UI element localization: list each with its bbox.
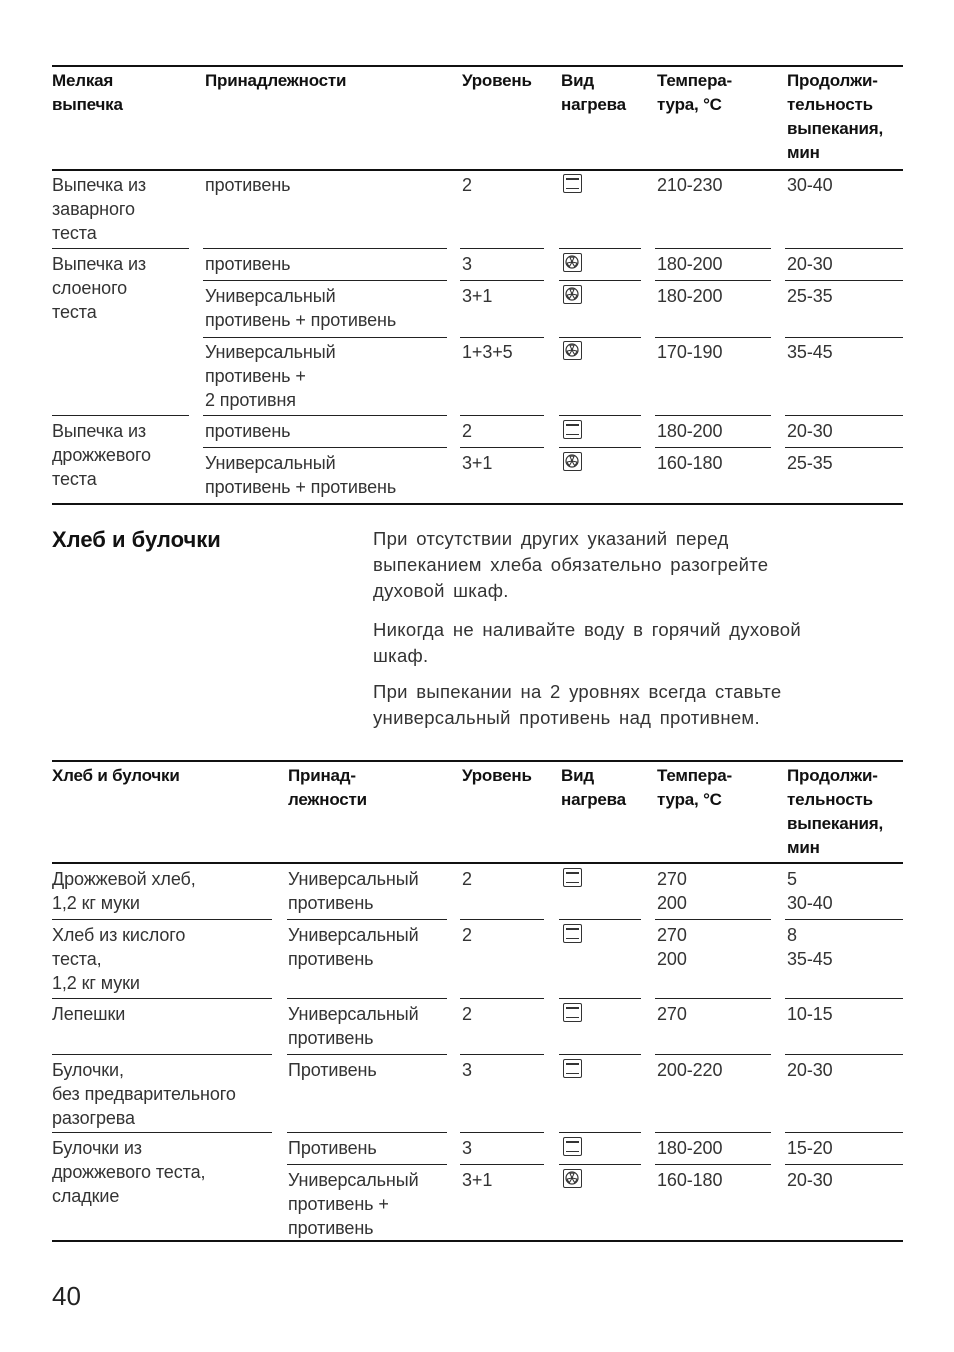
table-cell-dish: Выпечка из заварного теста xyxy=(52,175,147,243)
table-cell-temp: 160-180 xyxy=(657,453,723,473)
row-divider xyxy=(460,1054,544,1055)
top-bottom-heat-icon xyxy=(563,420,582,439)
hot-air-fan-icon xyxy=(563,253,582,272)
table-cell-dish: Булочки из дрожжевого теста, сладкие xyxy=(52,1138,206,1206)
table-cell-temp: 180-200 xyxy=(657,421,723,441)
row-divider xyxy=(655,447,771,448)
table-cell-temp: 270 200 xyxy=(657,869,687,913)
row-divider xyxy=(203,248,447,249)
table-cell-level: 3 xyxy=(462,1060,472,1080)
table-cell-accessory: Универсальный противень + противень xyxy=(205,453,397,497)
table-cell-temp: 200-220 xyxy=(657,1060,723,1080)
row-divider xyxy=(785,919,903,920)
row-divider xyxy=(785,1132,903,1133)
top-bottom-heat-icon xyxy=(563,174,582,193)
table-cell-level: 2 xyxy=(462,175,472,195)
row-divider xyxy=(460,998,544,999)
row-divider xyxy=(287,1164,447,1165)
row-divider xyxy=(287,1054,447,1055)
column-header: Уровень xyxy=(462,71,532,90)
row-divider xyxy=(52,998,272,999)
row-divider xyxy=(460,919,544,920)
column-header: Мелкая выпечка xyxy=(52,71,123,114)
table-cell-level: 1+3+5 xyxy=(462,342,513,362)
row-divider xyxy=(460,1164,544,1165)
table-cell-time: 35-45 xyxy=(787,342,833,362)
row-divider xyxy=(559,1054,641,1055)
top-bottom-heat-icon xyxy=(563,1059,582,1078)
table-cell-dish: Булочки, без предварительного разогрева xyxy=(52,1060,236,1128)
table-cell-time: 5 30-40 xyxy=(787,869,833,913)
row-divider xyxy=(460,447,544,448)
table-cell-temp: 210-230 xyxy=(657,175,723,195)
column-header: Темпера- тура, °C xyxy=(657,71,732,114)
row-divider xyxy=(203,415,447,416)
row-divider xyxy=(287,1132,447,1133)
row-divider xyxy=(460,337,544,338)
hot-air-fan-icon xyxy=(563,341,582,360)
row-divider xyxy=(655,919,771,920)
table-cell-time: 20-30 xyxy=(787,254,833,274)
row-divider xyxy=(287,919,447,920)
row-divider xyxy=(460,280,544,281)
row-divider xyxy=(655,1054,771,1055)
table-cell-time: 10-15 xyxy=(787,1004,833,1024)
table-cell-temp: 160-180 xyxy=(657,1170,723,1190)
row-divider xyxy=(203,280,447,281)
paragraph: При выпекании на 2 уровнях всегда ставьте универсальный противень над противнем. xyxy=(373,681,782,728)
table-cell-accessory: Универсальный противень + противень xyxy=(205,286,397,330)
table-cell-accessory: Противень xyxy=(288,1138,377,1158)
row-divider xyxy=(460,248,544,249)
row-divider xyxy=(785,248,903,249)
row-divider xyxy=(785,1164,903,1165)
top-bottom-heat-icon xyxy=(563,868,582,887)
table-cell-time: 25-35 xyxy=(787,453,833,473)
row-divider xyxy=(52,1240,903,1242)
column-header: Хлеб и булочки xyxy=(52,766,180,785)
row-divider xyxy=(655,337,771,338)
row-divider xyxy=(559,280,641,281)
section-title: Хлеб и булочки xyxy=(52,527,221,552)
table-cell-level: 3+1 xyxy=(462,286,493,306)
row-divider xyxy=(52,248,189,249)
top-bottom-heat-icon xyxy=(563,1137,582,1156)
paragraph: При отсутствии других указаний перед выпеканием хлеба обязательно разогрейте духовой шкаф. xyxy=(373,528,769,601)
column-header: Уровень xyxy=(462,766,532,785)
row-divider xyxy=(559,415,641,416)
top-bottom-heat-icon xyxy=(563,1003,582,1022)
page-number: 40 xyxy=(52,1281,81,1311)
table-cell-dish: Дрожжевой хлеб, 1,2 кг муки xyxy=(52,869,196,913)
table-cell-level: 3 xyxy=(462,254,472,274)
row-divider xyxy=(559,998,641,999)
row-divider xyxy=(52,862,903,864)
table-cell-accessory: противень xyxy=(205,175,291,195)
table-cell-dish: Выпечка из слоеного теста xyxy=(52,254,147,322)
table-cell-time: 20-30 xyxy=(787,421,833,441)
column-header: Принад- лежности xyxy=(288,766,367,809)
table-cell-time: 20-30 xyxy=(787,1170,833,1190)
table-cell-level: 3+1 xyxy=(462,1170,493,1190)
row-divider xyxy=(655,415,771,416)
row-divider xyxy=(203,337,447,338)
row-divider xyxy=(559,919,641,920)
row-divider xyxy=(52,169,903,171)
top-bottom-heat-icon xyxy=(563,924,582,943)
table-cell-accessory: противень xyxy=(205,254,291,274)
column-header: Темпера- тура, °C xyxy=(657,766,732,809)
table-cell-accessory: Универсальный противень + противень xyxy=(288,1170,419,1238)
row-divider xyxy=(785,415,903,416)
column-header: Принадлежности xyxy=(205,71,347,90)
table-cell-dish: Выпечка из дрожжевого теста xyxy=(52,421,151,489)
table-cell-level: 2 xyxy=(462,925,472,945)
row-divider xyxy=(655,1164,771,1165)
table-cell-temp: 270 200 xyxy=(657,925,687,969)
column-header: Продолжи- тельность выпекания, мин xyxy=(787,766,884,857)
paragraph: Никогда не наливайте воду в горячий духовой шкаф. xyxy=(373,619,801,666)
row-divider xyxy=(203,447,447,448)
table-cell-time: 20-30 xyxy=(787,1060,833,1080)
row-divider xyxy=(559,1164,641,1165)
table-cell-accessory: Универсальный противень + 2 противня xyxy=(205,342,336,410)
column-header: Вид нагрева xyxy=(561,71,626,114)
table-cell-dish: Хлеб из кислого теста, 1,2 кг муки xyxy=(52,925,186,993)
row-divider xyxy=(655,1132,771,1133)
table-cell-temp: 180-200 xyxy=(657,1138,723,1158)
table-cell-level: 2 xyxy=(462,869,472,889)
table-cell-temp: 270 xyxy=(657,1004,687,1024)
row-divider xyxy=(287,998,447,999)
column-header: Вид нагрева xyxy=(561,766,626,809)
table-cell-time: 25-35 xyxy=(787,286,833,306)
hot-air-fan-icon xyxy=(563,452,582,471)
row-divider xyxy=(52,760,903,762)
hot-air-fan-icon xyxy=(563,1169,582,1188)
table-cell-temp: 180-200 xyxy=(657,254,723,274)
hot-air-fan-icon xyxy=(563,285,582,304)
column-header: Продолжи- тельность выпекания, мин xyxy=(787,71,884,162)
row-divider xyxy=(52,503,903,505)
table-cell-time: 30-40 xyxy=(787,175,833,195)
row-divider xyxy=(52,1054,272,1055)
row-divider xyxy=(52,1132,272,1133)
row-divider xyxy=(785,280,903,281)
row-divider xyxy=(559,337,641,338)
table-cell-temp: 170-190 xyxy=(657,342,723,362)
row-divider xyxy=(785,337,903,338)
table-cell-time: 15-20 xyxy=(787,1138,833,1158)
row-divider xyxy=(559,248,641,249)
row-divider xyxy=(785,1054,903,1055)
table-cell-dish: Лепешки xyxy=(52,1004,126,1024)
row-divider xyxy=(559,447,641,448)
table-cell-accessory: Противень xyxy=(288,1060,377,1080)
table-cell-temp: 180-200 xyxy=(657,286,723,306)
row-divider xyxy=(460,1132,544,1133)
row-divider xyxy=(52,415,189,416)
table-cell-level: 3+1 xyxy=(462,453,493,473)
table-cell-accessory: Универсальный противень xyxy=(288,925,419,969)
row-divider xyxy=(52,919,272,920)
table-cell-accessory: противень xyxy=(205,421,291,441)
row-divider xyxy=(460,415,544,416)
row-divider xyxy=(559,1132,641,1133)
table-cell-level: 3 xyxy=(462,1138,472,1158)
row-divider xyxy=(785,447,903,448)
row-divider xyxy=(785,998,903,999)
table-cell-accessory: Универсальный противень xyxy=(288,1004,419,1048)
table-cell-level: 2 xyxy=(462,421,472,441)
table-cell-time: 8 35-45 xyxy=(787,925,833,969)
table-cell-level: 2 xyxy=(462,1004,472,1024)
table-cell-accessory: Универсальный противень xyxy=(288,869,419,913)
row-divider xyxy=(655,998,771,999)
row-divider xyxy=(655,248,771,249)
row-divider xyxy=(655,280,771,281)
row-divider xyxy=(52,65,903,67)
